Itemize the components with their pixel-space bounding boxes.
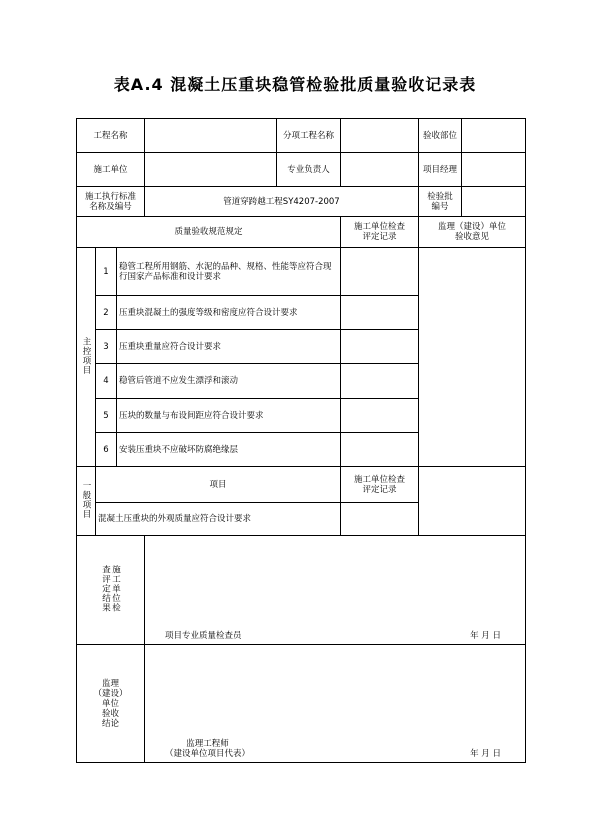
unit-check-field[interactable]	[341, 296, 419, 330]
standard-label	[77, 187, 145, 217]
supervisor-conclusion-line2: （建设）	[93, 688, 128, 699]
general-label: 一般项目	[81, 480, 91, 519]
standard-label-line2: 名称及编号	[89, 201, 132, 212]
supervisor-conclusion-line4: 验收	[102, 708, 120, 719]
supervising-engineer-label	[165, 739, 250, 759]
item-text: 安装压重块不应破坏防腐绝缘层	[117, 433, 341, 467]
inspection-record-table	[76, 118, 526, 763]
general-item-text: 混凝土压重块的外观质量应符合设计要求	[96, 503, 341, 536]
spec-header: 质量验收规范规定	[77, 217, 341, 248]
general-supervisor-field[interactable]	[419, 467, 526, 536]
supervisor-conclusion-line3: 单位	[102, 698, 120, 709]
item-text: 压重块重量应符合设计要求	[117, 330, 341, 364]
item-no: 3	[96, 330, 117, 364]
supervisor-opinion-field[interactable]	[419, 248, 526, 467]
construction-conclusion-field[interactable]	[145, 536, 526, 645]
project-name-field[interactable]	[145, 119, 277, 153]
general-unit-check-header	[341, 467, 419, 503]
item-text: 稳管后管道不应发生漂浮和滚动	[117, 364, 341, 399]
quality-inspector-label: 项目专业质量检查员	[165, 631, 242, 641]
acceptance-part-label: 验收部位	[419, 119, 462, 153]
general-unit-check-field[interactable]	[341, 503, 419, 536]
item-text: 压重块混凝土的强度等级和密度应符合设计要求	[117, 296, 341, 330]
batch-no-field[interactable]	[462, 187, 526, 217]
unit-check-header-line1: 施工单位检查	[354, 222, 406, 232]
professional-lead-field[interactable]	[341, 153, 419, 187]
unit-check-field[interactable]	[341, 248, 419, 296]
sub-project-label: 分项工程名称	[277, 119, 341, 153]
main-control-label: 主控项目	[81, 336, 91, 375]
unit-check-field[interactable]	[341, 364, 419, 399]
supervisor-header-line1: 监理（建设）单位	[438, 222, 507, 232]
batch-no-label-line2: 编号	[431, 201, 449, 212]
standard-label-line1: 施工执行标准	[85, 191, 137, 202]
project-manager-label: 项目经理	[419, 153, 462, 187]
item-text: 稳管工程所用钢筋、水泥的品种、规格、性能等应符合现行国家产品标准和设计要求	[117, 248, 341, 296]
main-control-label-cell	[77, 248, 96, 467]
sub-project-field[interactable]	[341, 119, 419, 153]
general-item-header: 项目	[96, 467, 341, 503]
general-label-cell	[77, 467, 96, 536]
batch-no-label-line1: 检验批	[427, 191, 453, 202]
supervisor-date: 年 月 日	[470, 749, 502, 759]
item-no: 6	[96, 433, 117, 467]
item-no: 2	[96, 296, 117, 330]
project-manager-field[interactable]	[462, 153, 526, 187]
supervisor-conclusion-label-cell	[77, 645, 145, 763]
form-title: 表A.4 混凝土压重块稳管检验批质量验收记录表	[113, 75, 477, 94]
acceptance-part-field[interactable]	[462, 119, 526, 153]
supervising-engineer-line1: 监理工程师	[186, 739, 229, 749]
batch-no-label	[419, 187, 462, 217]
item-text: 压块的数量与布设间距应符合设计要求	[117, 399, 341, 433]
item-no: 4	[96, 364, 117, 399]
supervisor-conclusion-line1: 监理	[102, 678, 120, 689]
general-unit-check-line2: 评定记录	[362, 484, 397, 495]
unit-check-header	[341, 217, 419, 248]
unit-check-field[interactable]	[341, 433, 419, 467]
general-unit-check-line1: 施工单位检查	[354, 474, 406, 485]
supervisor-conclusion-line5: 结论	[102, 718, 120, 729]
supervisor-conclusion-field[interactable]	[145, 645, 526, 763]
construction-conclusion-label-cell	[77, 536, 145, 645]
item-no: 1	[96, 248, 117, 296]
item-no: 5	[96, 399, 117, 433]
construction-conclusion-label: 施工单位检查评定结果	[100, 564, 121, 613]
unit-check-header-line2: 评定记录	[362, 232, 397, 242]
construction-unit-label: 施工单位	[77, 153, 145, 187]
unit-check-field[interactable]	[341, 330, 419, 364]
standard-value: 管道穿跨越工程SY4207-2007	[145, 187, 419, 217]
unit-check-field[interactable]	[341, 399, 419, 433]
project-name-label: 工程名称	[77, 119, 145, 153]
professional-lead-label: 专业负责人	[277, 153, 341, 187]
supervisor-header-line2: 验收意见	[455, 232, 490, 242]
construction-date: 年 月 日	[470, 631, 502, 641]
construction-unit-field[interactable]	[145, 153, 277, 187]
supervising-engineer-line2: （建设单位项目代表）	[165, 749, 251, 759]
supervisor-header	[419, 217, 526, 248]
